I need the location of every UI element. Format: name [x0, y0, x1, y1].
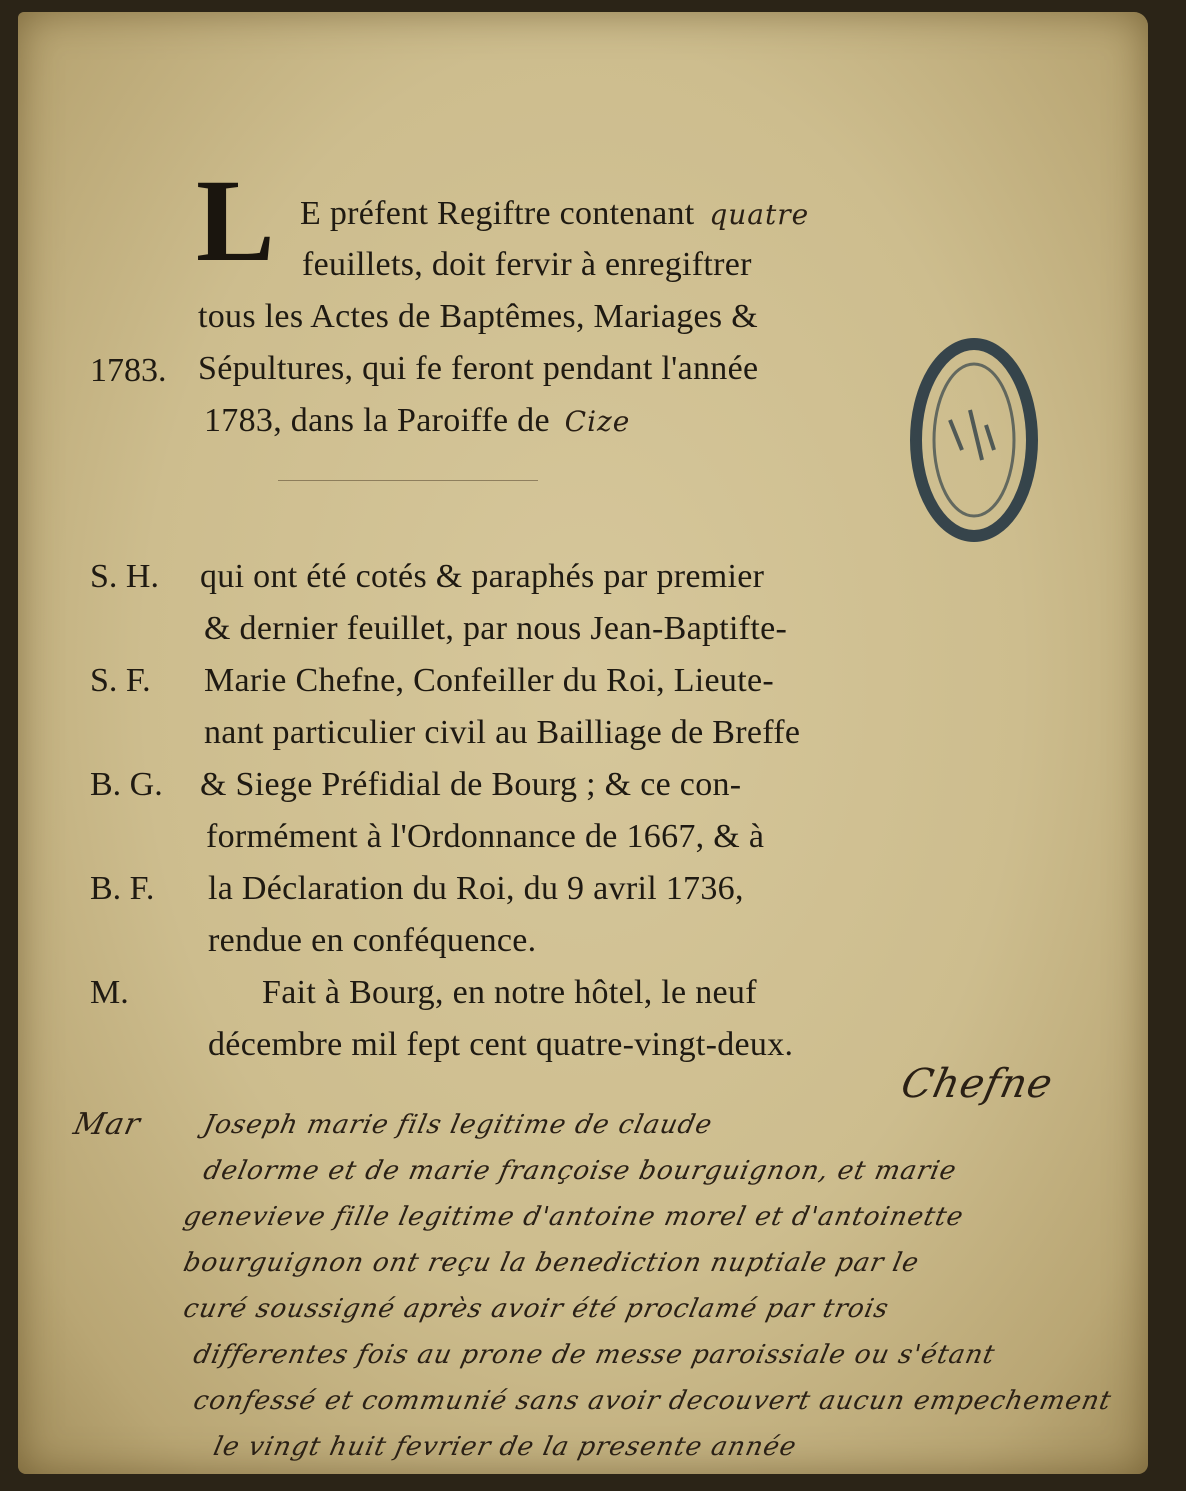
margin-code-bf: B. F.	[90, 870, 155, 907]
margin-code-sh: S. H.	[90, 558, 159, 595]
print-line-15: décembre mil fept cent quatre-vingt-deux.	[208, 1026, 794, 1063]
print-line-2: feuillets, doit fervir à enregiftrer	[302, 246, 752, 283]
print-line-4: Sépultures, qui fe feront pendant l'année	[198, 350, 759, 387]
margin-code-m: M.	[90, 974, 129, 1011]
signature: Chefne	[897, 1061, 1058, 1107]
handwritten-parish: Cize	[564, 405, 631, 438]
print-line-11: formément à l'Ordonnance de 1667, & à	[206, 818, 765, 855]
margin-year: 1783.	[90, 352, 167, 389]
margin-code-sf: S. F.	[90, 662, 151, 699]
manuscript-line-4: bourguignon ont reçu la benediction nuptiale par le	[180, 1248, 923, 1278]
register-page	[18, 12, 1148, 1474]
manuscript-line-7: confessé et communié sans avoir decouvert aucun empechement	[190, 1386, 1115, 1416]
manuscript-line-5: curé soussigné après avoir été proclamé par trois	[180, 1294, 892, 1324]
print-line-14: Fait à Bourg, en notre hôtel, le neuf	[262, 974, 757, 1011]
print-line-12: la Déclaration du Roi, du 9 avril 1736,	[208, 870, 744, 907]
print-line-8: Marie Chefne, Confeiller du Roi, Lieute-	[204, 662, 774, 699]
print-line-7: & dernier feuillet, par nous Jean-Baptifte-	[204, 610, 788, 647]
archive-stamp-icon	[890, 330, 1038, 550]
manuscript-line-2: delorme et de marie françoise bourguignon, et marie	[200, 1156, 960, 1186]
print-line-10: & Siege Préfidial de Bourg ; & ce con-	[200, 766, 742, 803]
print-line-9: nant particulier civil au Bailliage de Breffe	[204, 714, 801, 751]
print-line-1: E préfent Regiftre contenant quatre	[300, 195, 810, 232]
drop-cap-letter: L	[196, 155, 275, 286]
handwritten-count: quatre	[709, 198, 810, 231]
print-line-13: rendue en conféquence.	[208, 922, 537, 959]
manuscript-line-1: Joseph marie fils legitime de claude	[200, 1110, 716, 1140]
manuscript-line-6: differentes fois au prone de messe paroissiale ou s'étant	[190, 1340, 998, 1370]
manuscript-line-3: genevieve fille legitime d'antoine morel et d'antoinette	[180, 1202, 967, 1232]
print-line-6: qui ont été cotés & paraphés par premier	[200, 558, 765, 595]
margin-code-bg: B. G.	[90, 766, 163, 803]
print-line-3: tous les Actes de Baptêmes, Mariages &	[198, 298, 758, 335]
divider-rule	[278, 480, 538, 481]
manuscript-margin-label: Mar	[70, 1107, 144, 1142]
print-line-5: 1783, dans la Paroiffe de Cize	[204, 402, 631, 439]
manuscript-line-8: le vingt huit fevrier de la presente année	[210, 1432, 800, 1462]
